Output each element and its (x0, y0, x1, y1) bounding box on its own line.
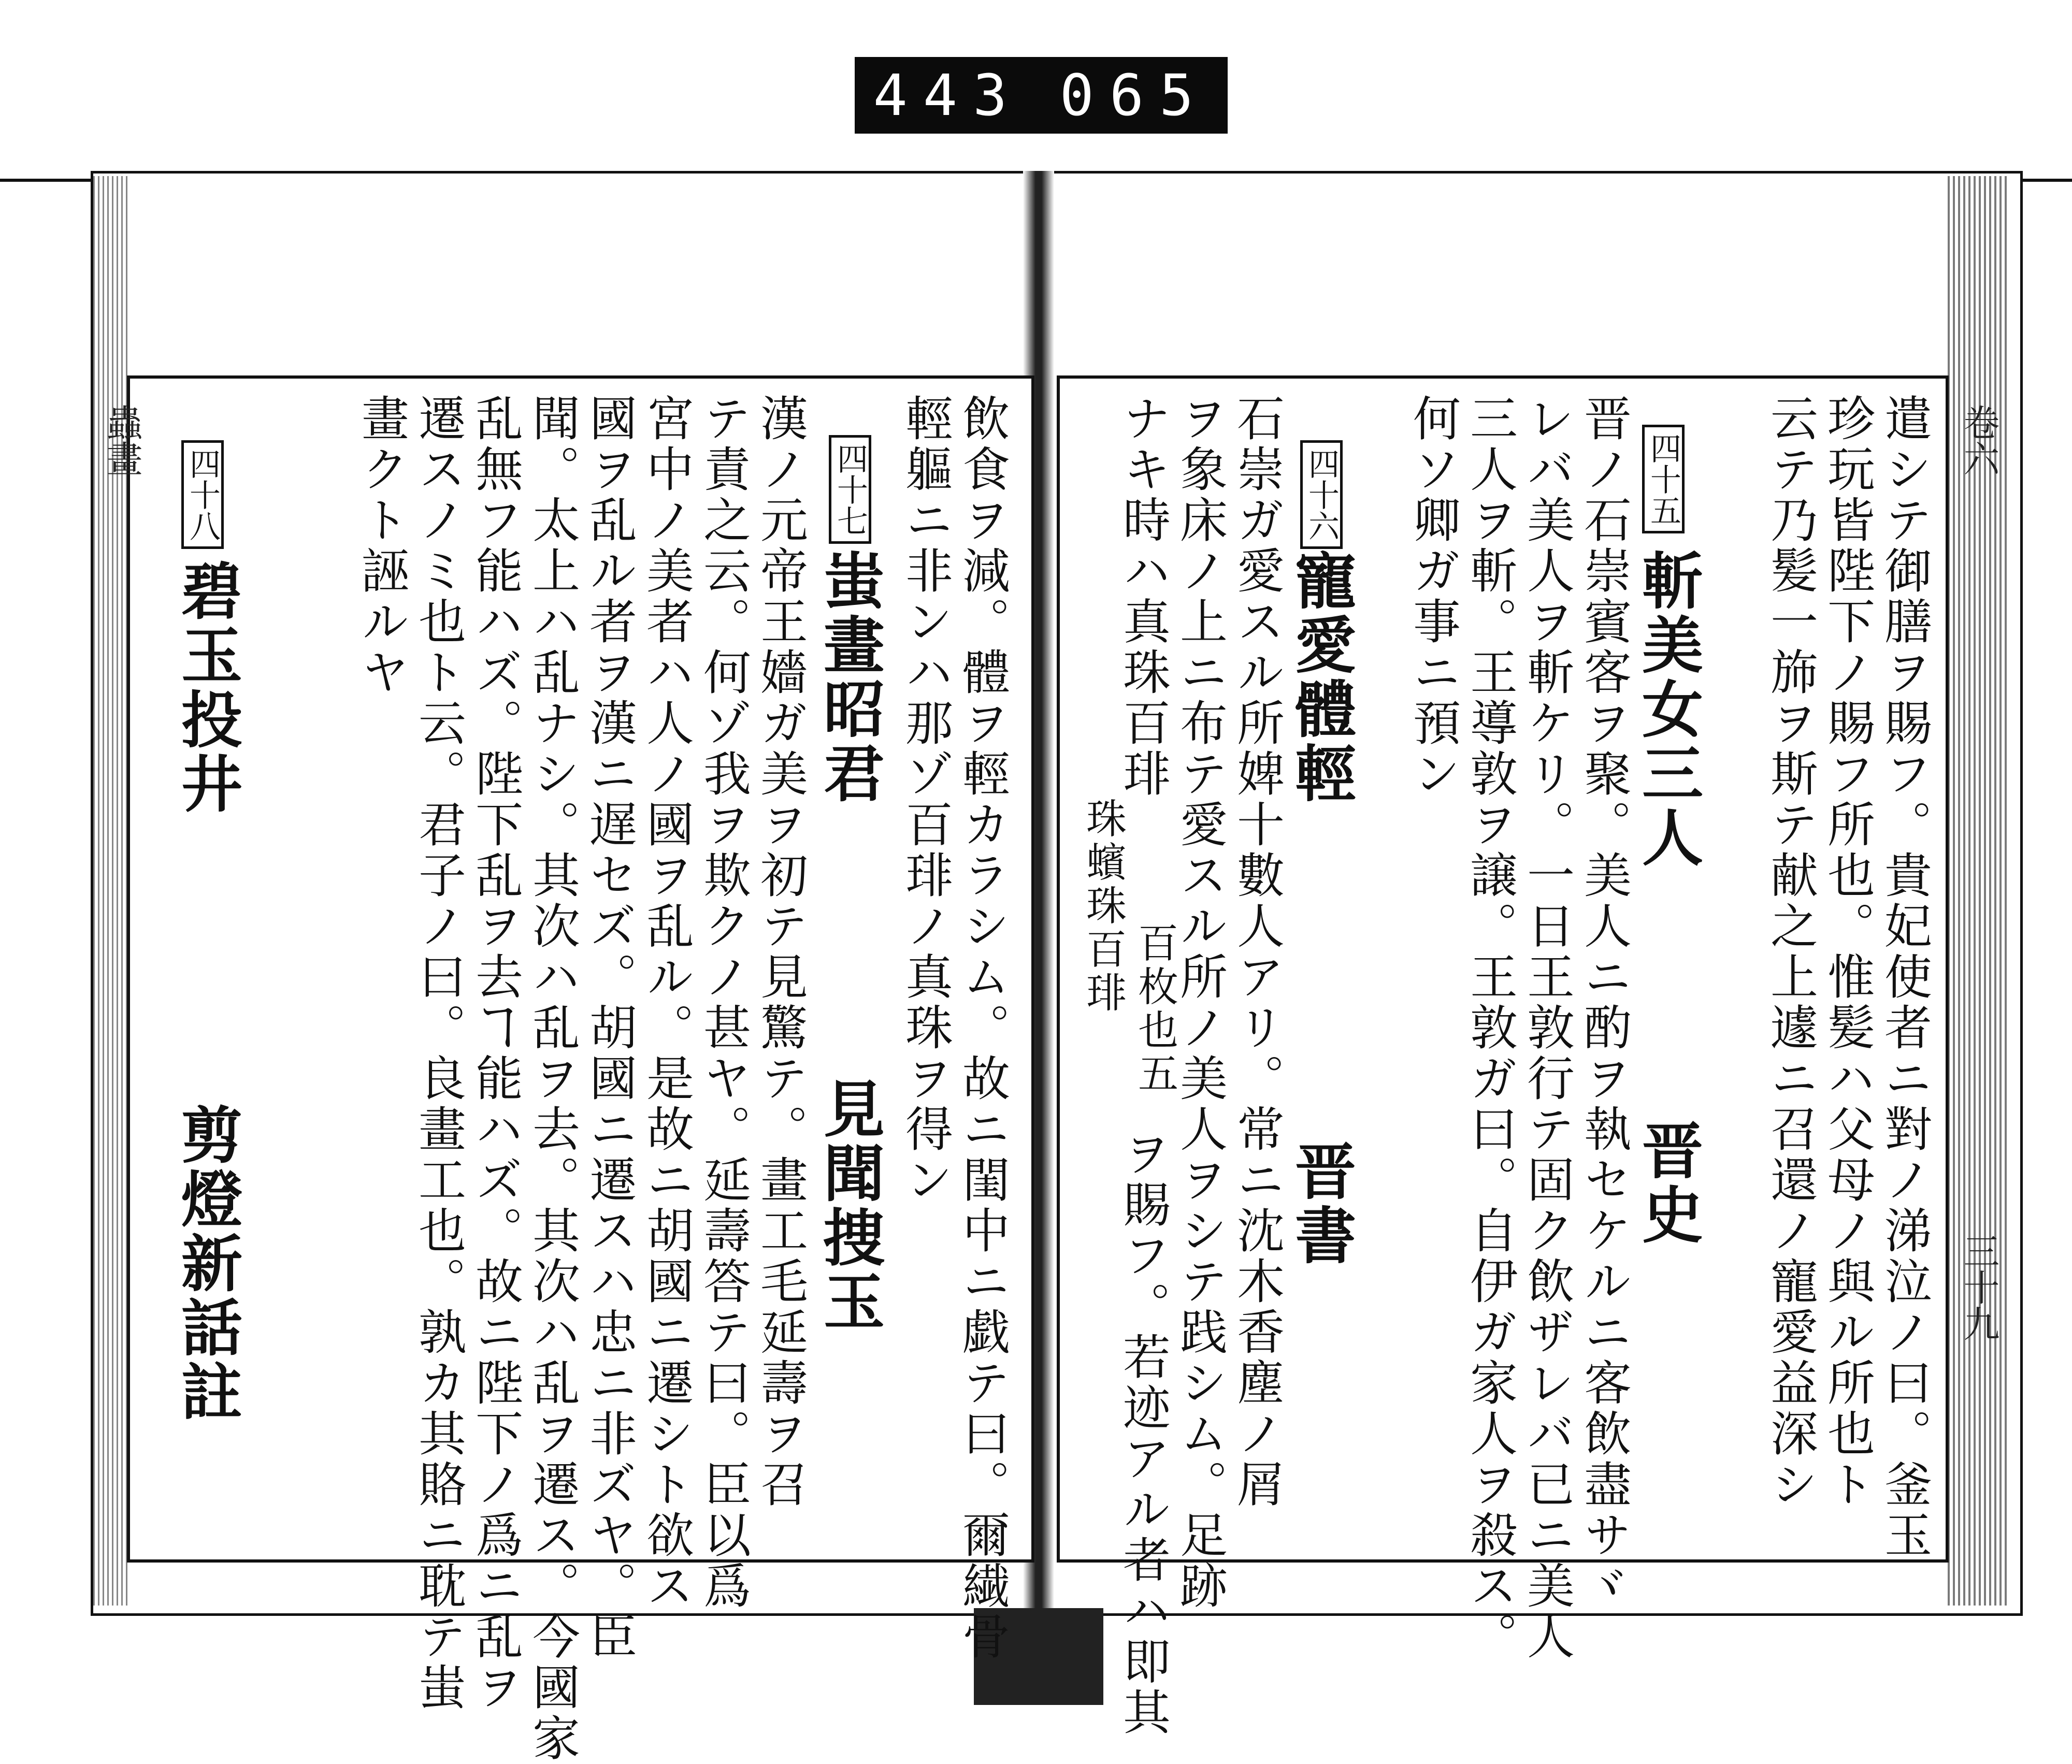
section-heading: 寵愛體輕 (1285, 549, 1357, 806)
interlinear-note (1080, 798, 1126, 1015)
right-folio: 三十九 (1958, 1233, 2000, 1341)
text-column: 輕軀ニ非ンハ那ゾ百琲ノ真珠ヲ得ン (898, 394, 953, 1206)
text-column: 遣シテ御膳ヲ賜フ。貴妃使者ニ對ノ涕泣ノ曰。釜玉 (1877, 394, 1932, 1561)
section-source: 見聞捜玉 (813, 1077, 885, 1334)
text-column: 遷スノミ也ト云。君子ノ曰。良畫工也。孰カ其賂ニ耽テ蚩 (411, 394, 466, 1713)
text-column: 石崇ガ愛スル所婢十數人アリ。常ニ沈木香塵ノ屑 (1229, 394, 1285, 1510)
section-source: 晋史 (1632, 1119, 1704, 1247)
text-column: 聞。太上ハ乱ナシ。其次ハ乱ヲ去。其次ハ乱ヲ遷ス。今國家 (525, 394, 580, 1764)
right-page-edge (1948, 176, 2010, 1606)
text-column: レバ美人ヲ斬ケリ。一日王敦行テ固ク飲ザレバ已ニ美人 (1519, 394, 1575, 1662)
text-column: ナキ時ハ真珠百琲 (1115, 394, 1171, 800)
section-number-47: 四十七 (829, 435, 871, 544)
note-char: 百 (1131, 922, 1178, 965)
note-char: 也 (1131, 1009, 1178, 1052)
section-heading: 斬美女三人 (1632, 549, 1704, 870)
text-column: 三人ヲ斬。王導敦ヲ譲。王敦ガ曰。自伊ガ家人ヲ殺ス。 (1462, 394, 1518, 1662)
archive-label-left: 443 (873, 62, 1023, 128)
section-heading: 蚩畫昭君 (813, 549, 885, 806)
text-column: テ責之云。何ゾ我ヲ欺クノ甚ヤ。延壽答テ曰。臣以爲 (696, 394, 751, 1612)
note-char: 百 (1080, 928, 1126, 972)
section-heading: 碧玉投井 (171, 559, 243, 816)
text-column: 畫クト誣ルヤ (354, 394, 409, 698)
archive-label (855, 57, 1228, 134)
section-source: 剪燈新話註 (171, 1103, 243, 1424)
text-column: 云テ乃髪一斾ヲ斯テ献之上遽ニ召還ノ寵愛益深シ (1763, 394, 1818, 1510)
note-char: 珠 (1080, 798, 1126, 841)
archive-label-right: 065 (1059, 62, 1210, 128)
section-number-46: 四十六 (1300, 440, 1343, 549)
left-margin-title: 蟲畫 (100, 404, 143, 476)
text-column: 何ソ卿ガ事ニ預ン (1405, 394, 1461, 800)
section-number-48: 四十八 (181, 440, 224, 549)
text-column: 宮中ノ美者ハ人ノ國ヲ乱ル。是故ニ胡國ニ遷シト欲ス (639, 394, 694, 1612)
note-char: 珠 (1080, 885, 1126, 928)
note-char: 蠙 (1080, 841, 1126, 885)
text-column: 乱無フ能ハズ。陛下乱ヲ去ヿ能ハズ。故ニ陛下ノ爲ニ乱ヲ (468, 394, 523, 1713)
text-column: ヲ賜フ。若迹アル者ハ即其 (1115, 1129, 1171, 1738)
text-column: 國ヲ乱ル者ヲ漢ニ遅セズ。胡國ニ遷スハ忠ニ非ズヤ。臣 (582, 394, 637, 1662)
right-margin-title: 卷六 (1958, 404, 2000, 476)
text-column: 飲食ヲ減。體ヲ輕カラシム。故ニ閨中ニ戯テ曰。爾繊骨 (955, 394, 1010, 1662)
section-number-45: 四十五 (1642, 425, 1685, 533)
interlinear-note (1131, 922, 1178, 1096)
text-column: 晋ノ石崇賓客ヲ聚。美人ニ酌ヲ執セケルニ客飲盡サヾ (1576, 394, 1632, 1612)
section-source: 晋書 (1285, 1139, 1357, 1268)
note-char: 琲 (1080, 972, 1126, 1015)
left-page-edge (93, 176, 130, 1606)
note-char: 五 (1131, 1052, 1178, 1096)
text-column: 漢ノ元帝王嬙ガ美ヲ初テ見驚テ。畫工毛延壽ヲ召 (753, 394, 808, 1510)
text-column: ヲ象床ノ上ニ布テ愛スル所ノ美人ヲシテ践シム。足跡 (1172, 394, 1228, 1612)
note-char: 枚 (1131, 965, 1178, 1009)
text-column: 珍玩皆陛下ノ賜フ所也。惟髪ハ父母ノ與ル所也ト (1820, 394, 1875, 1510)
